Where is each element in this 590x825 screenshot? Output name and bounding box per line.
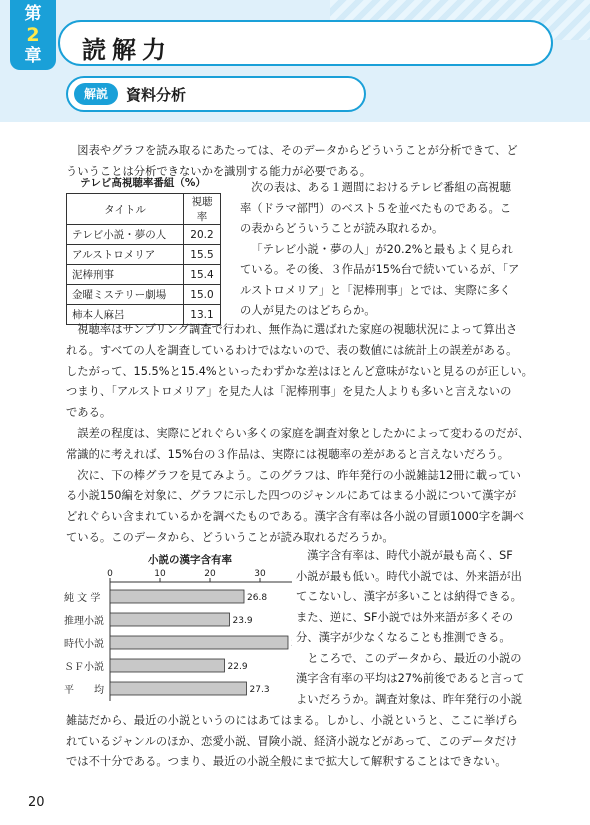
section-pill <box>66 76 366 112</box>
table-row <box>67 245 221 265</box>
text-line: よいだろうか。調査対象は、昨年発行の小説 <box>296 692 522 706</box>
x-tick-label: 0 <box>107 569 113 579</box>
table-cell-title: 泥棒刑事 <box>67 265 184 285</box>
bar <box>110 590 244 603</box>
category-label: ＳＦ小説 <box>64 662 104 673</box>
category-label: 時代小説 <box>64 639 104 650</box>
text-line: れる。すべての人を調査しているわけではないので、表の数値には統計上の誤差がある。 <box>66 343 518 357</box>
text-line: つまり、「アルストロメリア」を見た人は「泥棒刑事」を見た人よりも多いと言えないの <box>66 385 512 399</box>
main-paragraphs <box>66 320 536 549</box>
chapter-suffix: 章 <box>24 46 42 66</box>
bar <box>110 613 230 626</box>
text-line: れているジャンルのほか、恋愛小説、冒険小説、経済小説などがあって、このデータだけ <box>66 734 518 748</box>
text-line: 「テレビ小説・夢の人」が20.2%と最もよく見られ <box>251 242 513 256</box>
table-cell-rate: 15.5 <box>184 245 221 265</box>
text-line: 雑誌だから、最近の小説というのにはあてはまる。しかし、小説というと、ここに挙げら <box>66 714 518 727</box>
text-line: 分、漢字が少なくなることも推測できる。 <box>296 631 511 644</box>
category-label: 平 均 <box>64 685 104 696</box>
ratings-table <box>66 193 221 325</box>
table-row <box>67 265 221 285</box>
text-line: どれぐらい含まれているかを調べたものである。漢字含有率は各小説の冒頭1000字を調べ <box>66 510 525 524</box>
data-label: 27.3 <box>249 685 270 695</box>
x-tick-label: 20 <box>204 569 216 579</box>
table-row <box>67 285 221 305</box>
text-line: の人が見たのはどちらか。 <box>240 304 376 317</box>
text-line: 視聴率はサンプリング調査で行われ、無作為に選ばれた家庭の視聴状況によって算出さ <box>77 323 518 336</box>
table-cell-rate: 20.2 <box>184 225 221 245</box>
text-line: また、逆に、SF小説では外来語が多くその <box>296 610 514 624</box>
text-line: したがって、15.5%と15.4%といったわずかな差はほとんど意味がないと見るのが正しい。 <box>66 364 533 378</box>
text-line: 常識的に考えれば、15%台の３作品は、実際には視聴率の差があると言えないだろう。 <box>66 447 510 461</box>
text-line: る小説150編を対象に、グラフに示した四つのジャンルにあてはまる小説について漢字が <box>66 489 517 503</box>
section-badge: 解説 <box>74 83 118 105</box>
chapter-prefix: 第 <box>24 4 42 24</box>
text-line: の表からどういうことが読み取れるか。 <box>240 222 444 235</box>
text-line: ている。このデータから、どういうことが読み取れるだろうか。 <box>66 530 394 544</box>
bar <box>110 659 225 672</box>
text-line: 図表やグラフを読み取るにあたっては、そのデータからどういうことが分析できて、ど <box>77 144 518 157</box>
chapter-title-pill <box>58 20 553 66</box>
table-cell-rate: 13.1 <box>184 305 221 325</box>
kanji-ratio-bar-chart <box>60 566 292 708</box>
page-number: 20 <box>28 795 45 810</box>
data-label: 26.8 <box>247 593 268 603</box>
text-line: 漢字含有率は、時代小説が最も高く、SF <box>307 549 513 562</box>
text-line: 率（ドラマ部門）のベスト５を並べたものである。こ <box>240 201 512 215</box>
text-line: 小説が最も低い。時代小説では、外来語が出 <box>296 569 522 583</box>
table-cell-title: テレビ小説・夢の人 <box>67 225 184 245</box>
data-label: 22.9 <box>227 662 248 672</box>
text-line: である。 <box>66 406 112 420</box>
table-header-title: タイトル <box>67 194 184 225</box>
table-caption: テレビ高視聴率番組（%） <box>80 177 206 189</box>
data-label <box>291 639 292 649</box>
table-cell-title: アルストロメリア <box>67 245 184 265</box>
chart-title: 小説の漢字含有率 <box>148 554 232 566</box>
chapter-tab <box>10 0 56 70</box>
category-label: 推理小説 <box>64 616 104 627</box>
table-cell-title: 金曜ミステリー劇場 <box>67 285 184 305</box>
table-row <box>67 225 221 245</box>
table-header-rate: 視聴率 <box>184 194 221 225</box>
chart-discussion <box>296 546 536 710</box>
table-discussion <box>240 178 536 322</box>
chapter-number: 2 <box>26 24 40 46</box>
table-header-row <box>67 194 221 225</box>
table-cell-rate: 15.0 <box>184 285 221 305</box>
x-tick-label: 10 <box>154 569 166 579</box>
x-tick-label: 30 <box>254 569 266 579</box>
text-line: 誤差の程度は、実際にどれぐらい多くの家庭を調査対象としたかによって変わるのだが、 <box>77 426 530 440</box>
text-line: ている。その後、３作品が15%台で続いているが、「ア <box>240 263 520 276</box>
closing-paragraph <box>66 711 536 773</box>
text-line: では不十分である。つまり、最近の小説全般にまで拡大して解釈することはできない。 <box>66 755 507 768</box>
page-title: 読解力 <box>82 36 172 64</box>
text-line: 次の表は、ある１週間におけるテレビ番組の高視聴 <box>251 181 511 194</box>
text-line: 漢字含有率の平均は27%前後であると言って <box>296 672 525 685</box>
bar <box>110 682 247 695</box>
data-label: 23.9 <box>232 616 253 626</box>
table-cell-rate: 15.4 <box>184 265 221 285</box>
category-label: 純 文 学 <box>64 593 101 604</box>
table-cell-title: 柿本人麻呂 <box>67 305 184 325</box>
text-line: てこないし、漢字が多いことは納得できる。 <box>296 590 522 603</box>
bar <box>110 636 288 649</box>
section-title: 資料分析 <box>126 86 187 104</box>
text-line: ういうことは分析できないかを識別する能力が必要である。 <box>66 165 372 178</box>
text-line: ルストロメリア」と「泥棒刑事」とでは、実際に多く <box>240 283 511 297</box>
text-line: 次に、下の棒グラフを見てみよう。このグラフは、昨年発行の小説雑誌12冊に載ってい <box>77 468 521 482</box>
text-line: ところで、このデータから、最近の小説の <box>307 651 522 665</box>
